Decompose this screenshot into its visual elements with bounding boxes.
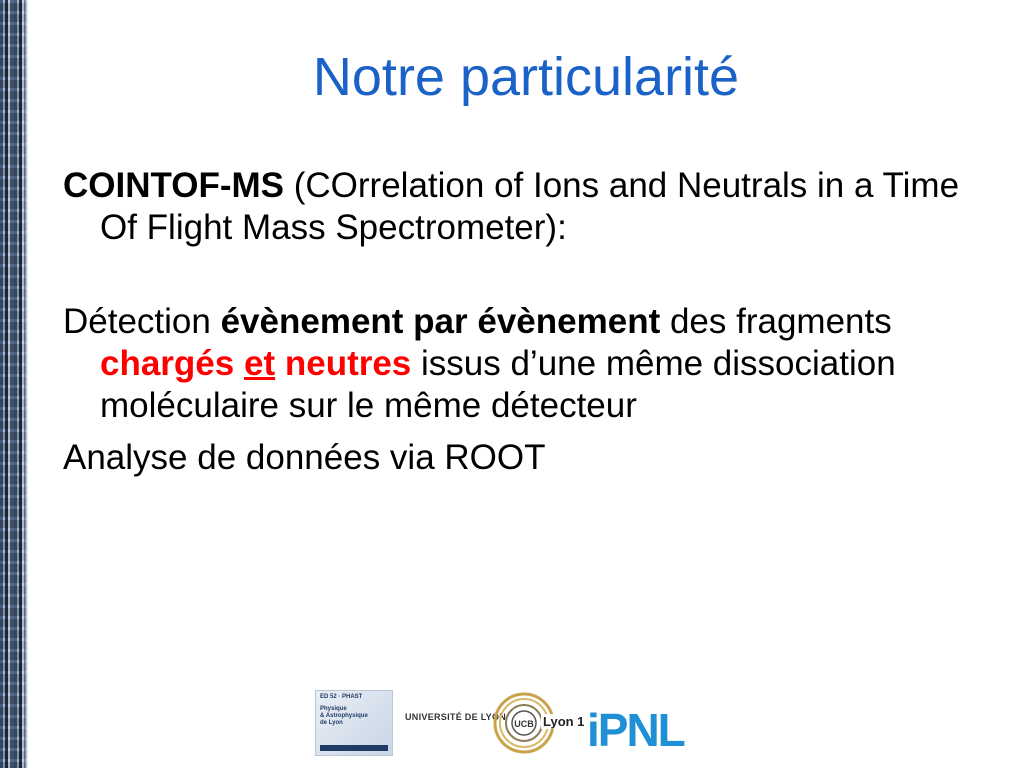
cointof-term: COINTOF-MS (63, 166, 285, 205)
paragraph-cointof (63, 165, 998, 249)
lyon1-seal-text: UCB (514, 719, 534, 729)
slide-title: Notre particularité (312, 47, 740, 107)
slide-body (63, 165, 998, 479)
charged-highlight: chargés (100, 344, 235, 383)
side-photo-strip (0, 0, 28, 768)
neutral-highlight: neutres (284, 344, 412, 383)
detection-text: Détection (63, 302, 221, 341)
logo-bar (315, 690, 715, 756)
detection-text-2: des fragments (660, 302, 892, 341)
paragraph-detection (63, 301, 998, 427)
detection-text-3: issus d’une même dissociation moléculaire sur le même détecteur (100, 344, 896, 425)
ipnl-logo-text: iPNL (587, 704, 684, 752)
phast-logo-line: & Astrophysique (320, 713, 368, 719)
phast-logo-bar (320, 745, 388, 751)
universite-de-lyon-logo: UNIVERSITÉ DE LYON (405, 712, 507, 722)
ipnl-logo (587, 704, 705, 752)
event-by-event-bold: évènement par évènement (220, 302, 661, 341)
cointof-definition: (COrrelation of Ions and Neutrals in a Time Of Flight Mass Spectrometer): (100, 166, 960, 247)
lyon1-label: Lyon 1 (543, 714, 585, 729)
phast-logo (315, 690, 393, 756)
phast-logo-line: de Lyon (320, 720, 343, 726)
phast-logo-line: Physique (320, 706, 347, 712)
paragraph-analysis: Analyse de données via ROOT (63, 438, 546, 477)
phast-logo-line: ED 52 · PHAST (320, 694, 363, 700)
and-highlight: et (243, 344, 276, 383)
